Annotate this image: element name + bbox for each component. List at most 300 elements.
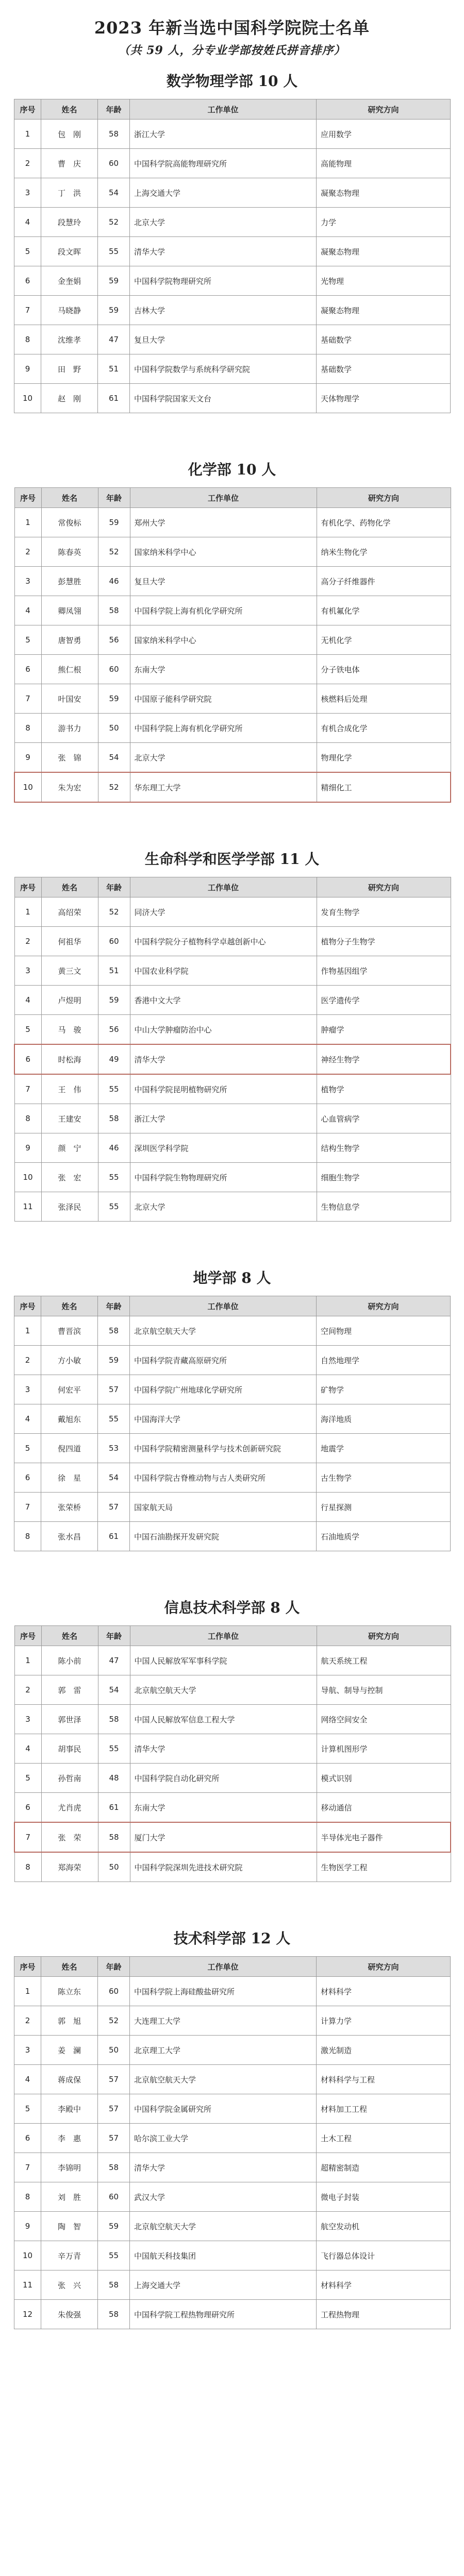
cell-unit: 深圳医学科学院 — [130, 1133, 317, 1163]
cell-unit: 中国科学院深圳先进技术研究院 — [130, 1852, 317, 1882]
column-header: 研究方向 — [317, 488, 451, 508]
cell-unit: 复旦大学 — [130, 567, 317, 596]
cell-age: 46 — [98, 1133, 130, 1163]
cell-age: 52 — [98, 208, 130, 237]
cell-name: 李锦明 — [41, 2153, 98, 2182]
column-header: 姓名 — [41, 1626, 98, 1646]
section — [0, 413, 464, 803]
section-title: 生命科学和医学学部 11 人 — [144, 851, 320, 868]
cell-idx: 5 — [14, 1764, 41, 1793]
cell-name: 张泽民 — [41, 1192, 98, 1222]
cell-name: 黄三文 — [41, 956, 98, 986]
cell-name: 朱俊强 — [41, 2300, 98, 2329]
cell-name: 张 兴 — [41, 2270, 98, 2300]
cell-age: 58 — [98, 1316, 130, 1346]
cell-idx: 6 — [14, 1793, 41, 1823]
table-row — [14, 2153, 451, 2182]
cell-unit: 郑州大学 — [130, 508, 317, 537]
cell-age: 54 — [98, 178, 130, 208]
table-row — [14, 1793, 451, 1823]
cell-name: 何宏平 — [41, 1375, 98, 1404]
cell-field: 超精密制造 — [317, 2153, 451, 2182]
cell-idx: 9 — [14, 1133, 41, 1163]
cell-idx: 6 — [14, 1044, 41, 1074]
cell-field: 材料科学 — [317, 2270, 451, 2300]
cell-unit: 中国科学院广州地球化学研究所 — [130, 1375, 317, 1404]
column-header: 研究方向 — [317, 1957, 451, 1977]
cell-field: 应用数学 — [317, 120, 451, 149]
column-header: 序号 — [14, 488, 41, 508]
cell-name: 陈春英 — [41, 537, 98, 567]
cell-idx: 7 — [14, 1493, 41, 1522]
cell-unit: 国家纳米科学中心 — [130, 537, 317, 567]
cell-field: 导航、制导与控制 — [317, 1675, 451, 1705]
cell-name: 赵 刚 — [41, 384, 98, 413]
cell-age: 60 — [98, 655, 130, 684]
cell-name: 卢煜明 — [41, 986, 98, 1015]
roster-table — [14, 877, 451, 1222]
cell-idx: 11 — [14, 1192, 41, 1222]
cell-unit: 武汉大学 — [130, 2182, 317, 2212]
table-row — [14, 296, 451, 325]
cell-age: 51 — [98, 354, 130, 384]
cell-field: 微电子封装 — [317, 2182, 451, 2212]
cell-age: 51 — [98, 956, 130, 986]
table-header-row — [14, 1296, 451, 1316]
cell-age: 59 — [98, 296, 130, 325]
cell-name: 时松海 — [41, 1044, 98, 1074]
table-row — [14, 1977, 451, 2006]
cell-name: 马 骏 — [41, 1015, 98, 1045]
cell-field: 航天系统工程 — [317, 1646, 451, 1675]
cell-unit: 北京大学 — [130, 1192, 317, 1222]
cell-field: 计算机图形学 — [317, 1734, 451, 1764]
table-row — [14, 266, 451, 296]
table-row — [14, 986, 451, 1015]
table-row — [14, 1163, 451, 1192]
section-gap — [0, 1222, 464, 1258]
cell-name: 彭慧胜 — [41, 567, 98, 596]
cell-unit: 大连理工大学 — [130, 2006, 317, 2036]
cell-age: 60 — [98, 149, 130, 178]
table-row — [14, 354, 451, 384]
table-row — [14, 1074, 451, 1104]
cell-field: 凝聚态物理 — [317, 296, 451, 325]
cell-unit: 浙江大学 — [130, 120, 317, 149]
cell-idx: 1 — [14, 120, 41, 149]
cell-idx: 7 — [14, 1822, 41, 1852]
column-header: 年龄 — [98, 1626, 130, 1646]
cell-unit: 中国科学院物理研究所 — [130, 266, 317, 296]
cell-name: 李殿中 — [41, 2094, 98, 2124]
cell-field: 高能物理 — [317, 149, 451, 178]
cell-idx: 7 — [14, 684, 41, 714]
cell-unit: 中国科学院精密测量科学与技术创新研究院 — [130, 1434, 317, 1463]
cell-idx: 8 — [14, 325, 41, 354]
column-header: 序号 — [14, 99, 41, 120]
cell-name: 郭 雷 — [41, 1675, 98, 1705]
table-row — [14, 1493, 451, 1522]
cell-idx: 1 — [14, 1977, 41, 2006]
table-row — [14, 897, 451, 927]
cell-name: 张 宏 — [41, 1163, 98, 1192]
cell-name: 蒋成保 — [41, 2065, 98, 2094]
cell-unit: 中国科学院数学与系统科学研究院 — [130, 354, 317, 384]
roster-table — [14, 487, 451, 803]
section-title: 技术科学部 12 人 — [173, 1930, 291, 1947]
cell-idx: 4 — [14, 986, 41, 1015]
cell-name: 胡事民 — [41, 1734, 98, 1764]
cell-name: 戴旭东 — [41, 1404, 98, 1434]
cell-unit: 国家纳米科学中心 — [130, 625, 317, 655]
cell-unit: 中国科学院上海有机化学研究所 — [130, 596, 317, 625]
cell-name: 张荣桥 — [41, 1493, 98, 1522]
column-header: 年龄 — [98, 877, 130, 897]
table-row — [14, 956, 451, 986]
cell-unit: 中国科学院青藏高原研究所 — [130, 1346, 317, 1375]
table-row — [14, 508, 451, 537]
page-subtitle: （共 59 人，分专业学部按姓氏拼音排序） — [118, 44, 346, 57]
cell-idx: 5 — [14, 1015, 41, 1045]
table-row — [14, 1822, 451, 1852]
table-row — [14, 1675, 451, 1705]
table-row — [14, 1015, 451, 1045]
cell-age: 58 — [98, 120, 130, 149]
cell-idx: 11 — [14, 2270, 41, 2300]
cell-age: 58 — [98, 2153, 130, 2182]
cell-field: 有机氟化学 — [317, 596, 451, 625]
cell-field: 飞行器总体设计 — [317, 2241, 451, 2270]
cell-age: 55 — [98, 1192, 130, 1222]
cell-age: 58 — [98, 1104, 130, 1133]
column-header: 年龄 — [98, 99, 130, 120]
cell-age: 60 — [98, 2182, 130, 2212]
cell-age: 58 — [98, 596, 130, 625]
cell-field: 模式识别 — [317, 1764, 451, 1793]
cell-idx: 5 — [14, 625, 41, 655]
cell-unit: 中国科学院分子植物科学卓越创新中心 — [130, 927, 317, 956]
cell-age: 55 — [98, 1074, 130, 1104]
cell-age: 57 — [98, 2065, 130, 2094]
cell-name: 倪四道 — [41, 1434, 98, 1463]
cell-name: 包 刚 — [41, 120, 98, 149]
cell-unit: 吉林大学 — [130, 296, 317, 325]
cell-idx: 10 — [14, 384, 41, 413]
cell-unit: 中国科学院古脊椎动物与古人类研究所 — [130, 1463, 317, 1493]
cell-idx: 2 — [14, 149, 41, 178]
cell-idx: 9 — [14, 2212, 41, 2241]
cell-idx: 3 — [14, 178, 41, 208]
cell-field: 网络空间安全 — [317, 1705, 451, 1734]
cell-field: 计算力学 — [317, 2006, 451, 2036]
column-header: 年龄 — [98, 1296, 130, 1316]
cell-unit: 清华大学 — [130, 1044, 317, 1074]
table-row — [14, 1346, 451, 1375]
cell-age: 54 — [98, 1463, 130, 1493]
cell-field: 有机化学、药物化学 — [317, 508, 451, 537]
table-header-row — [14, 1626, 451, 1646]
cell-age: 55 — [98, 2241, 130, 2270]
roster-table — [14, 1625, 451, 1882]
column-header: 研究方向 — [317, 1296, 451, 1316]
cell-idx: 8 — [14, 1852, 41, 1882]
cell-age: 59 — [98, 684, 130, 714]
cell-field: 矿物学 — [317, 1375, 451, 1404]
section-title: 化学部 10 人 — [188, 461, 276, 478]
cell-field: 医学遗传学 — [317, 986, 451, 1015]
table-row — [14, 2212, 451, 2241]
cell-unit: 北京航空航天大学 — [130, 2212, 317, 2241]
cell-field: 基础数学 — [317, 325, 451, 354]
column-header: 工作单位 — [130, 1957, 317, 1977]
cell-name: 常俊标 — [41, 508, 98, 537]
cell-age: 52 — [98, 772, 130, 802]
cell-field: 半导体光电子器件 — [317, 1822, 451, 1852]
cell-field: 土木工程 — [317, 2124, 451, 2153]
cell-idx: 4 — [14, 2065, 41, 2094]
cell-unit: 中国农业科学院 — [130, 956, 317, 986]
table-row — [14, 120, 451, 149]
cell-name: 熊仁根 — [41, 655, 98, 684]
column-header: 工作单位 — [130, 99, 317, 120]
section — [0, 803, 464, 1222]
table-row — [14, 237, 451, 266]
cell-name: 曹 庆 — [41, 149, 98, 178]
cell-unit: 中国科学院昆明植物研究所 — [130, 1074, 317, 1104]
cell-field: 作物基因组学 — [317, 956, 451, 986]
cell-age: 54 — [98, 1675, 130, 1705]
cell-age: 59 — [98, 266, 130, 296]
cell-field: 行星探测 — [317, 1493, 451, 1522]
cell-age: 59 — [98, 1346, 130, 1375]
table-header-row — [14, 488, 451, 508]
cell-name: 段文晖 — [41, 237, 98, 266]
cell-idx: 3 — [14, 956, 41, 986]
column-header: 研究方向 — [317, 99, 451, 120]
cell-field: 心血管病学 — [317, 1104, 451, 1133]
sections-container — [0, 61, 464, 2329]
cell-name: 张水昌 — [41, 1522, 98, 1551]
cell-name: 尤肖虎 — [41, 1793, 98, 1823]
cell-idx: 10 — [14, 2241, 41, 2270]
cell-unit: 北京航空航天大学 — [130, 1675, 317, 1705]
cell-idx: 4 — [14, 1404, 41, 1434]
cell-age: 57 — [98, 1493, 130, 1522]
cell-field: 纳米生物化学 — [317, 537, 451, 567]
cell-field: 基础数学 — [317, 354, 451, 384]
roster-table — [14, 1296, 451, 1551]
cell-name: 马晓静 — [41, 296, 98, 325]
cell-name: 沈维孝 — [41, 325, 98, 354]
cell-idx: 8 — [14, 714, 41, 743]
cell-age: 61 — [98, 384, 130, 413]
column-header: 姓名 — [41, 99, 98, 120]
cell-age: 52 — [98, 2006, 130, 2036]
cell-idx: 4 — [14, 1734, 41, 1764]
cell-idx: 3 — [14, 1375, 41, 1404]
cell-name: 朱为宏 — [41, 772, 98, 802]
cell-age: 55 — [98, 1404, 130, 1434]
cell-name: 张 荣 — [41, 1822, 98, 1852]
cell-idx: 2 — [14, 1346, 41, 1375]
cell-field: 物理化学 — [317, 743, 451, 773]
cell-age: 61 — [98, 1793, 130, 1823]
cell-unit: 中国人民解放军信息工程大学 — [130, 1705, 317, 1734]
cell-age: 56 — [98, 1015, 130, 1045]
cell-field: 核燃料后处理 — [317, 684, 451, 714]
cell-name: 陈小前 — [41, 1646, 98, 1675]
cell-name: 唐智勇 — [41, 625, 98, 655]
cell-unit: 北京航空航天大学 — [130, 2065, 317, 2094]
cell-name: 辛万青 — [41, 2241, 98, 2270]
cell-age: 58 — [98, 1822, 130, 1852]
cell-field: 材料科学 — [317, 1977, 451, 2006]
cell-age: 61 — [98, 1522, 130, 1551]
cell-age: 53 — [98, 1434, 130, 1463]
column-header: 工作单位 — [130, 1626, 317, 1646]
cell-age: 49 — [98, 1044, 130, 1074]
cell-age: 59 — [98, 508, 130, 537]
cell-idx: 2 — [14, 927, 41, 956]
cell-field: 光物理 — [317, 266, 451, 296]
table-row — [14, 208, 451, 237]
table-row — [14, 927, 451, 956]
cell-field: 移动通信 — [317, 1793, 451, 1823]
cell-idx: 3 — [14, 1705, 41, 1734]
cell-field: 有机合成化学 — [317, 714, 451, 743]
cell-idx: 2 — [14, 2006, 41, 2036]
cell-unit: 厦门大学 — [130, 1822, 317, 1852]
table-row — [14, 1463, 451, 1493]
cell-unit: 中国科学院上海硅酸盐研究所 — [130, 1977, 317, 2006]
cell-field: 石油地质学 — [317, 1522, 451, 1551]
cell-name: 姜 澜 — [41, 2036, 98, 2065]
table-row — [14, 2241, 451, 2270]
cell-unit: 东南大学 — [130, 1793, 317, 1823]
section-title: 地学部 8 人 — [193, 1269, 271, 1286]
table-row — [14, 178, 451, 208]
table-row — [14, 2006, 451, 2036]
column-header: 序号 — [14, 1626, 41, 1646]
section-gap — [0, 803, 464, 839]
cell-age: 60 — [98, 927, 130, 956]
table-row — [14, 1646, 451, 1675]
cell-idx: 1 — [14, 1646, 41, 1675]
section — [0, 61, 464, 413]
cell-age: 47 — [98, 325, 130, 354]
cell-unit: 中国石油勘探开发研究院 — [130, 1522, 317, 1551]
cell-field: 生物医学工程 — [317, 1852, 451, 1882]
table-row — [14, 1404, 451, 1434]
cell-unit: 中国原子能科学研究院 — [130, 684, 317, 714]
column-header: 研究方向 — [317, 1626, 451, 1646]
table-row — [14, 149, 451, 178]
table-row — [14, 655, 451, 684]
cell-unit: 清华大学 — [130, 2153, 317, 2182]
cell-unit: 中国海洋大学 — [130, 1404, 317, 1434]
table-row — [14, 1734, 451, 1764]
table-row — [14, 384, 451, 413]
cell-name: 徐 星 — [41, 1463, 98, 1493]
section — [0, 1882, 464, 2329]
cell-age: 54 — [98, 743, 130, 773]
cell-unit: 哈尔滨工业大学 — [130, 2124, 317, 2153]
cell-field: 材料加工工程 — [317, 2094, 451, 2124]
cell-idx: 12 — [14, 2300, 41, 2329]
cell-unit: 清华大学 — [130, 1734, 317, 1764]
cell-idx: 3 — [14, 2036, 41, 2065]
cell-idx: 10 — [14, 772, 41, 802]
cell-unit: 上海交通大学 — [130, 178, 317, 208]
cell-unit: 中国科学院国家天文台 — [130, 384, 317, 413]
section-title: 信息技术科学部 8 人 — [164, 1599, 300, 1616]
cell-idx: 9 — [14, 354, 41, 384]
table-row — [14, 1705, 451, 1734]
table-row — [14, 1522, 451, 1551]
table-row — [14, 1434, 451, 1463]
cell-unit: 北京航空航天大学 — [130, 1316, 317, 1346]
cell-idx: 6 — [14, 655, 41, 684]
cell-name: 段慧玲 — [41, 208, 98, 237]
cell-name: 郑海荣 — [41, 1852, 98, 1882]
cell-field: 神经生物学 — [317, 1044, 451, 1074]
cell-field: 工程热物理 — [317, 2300, 451, 2329]
cell-idx: 7 — [14, 1074, 41, 1104]
cell-field: 古生物学 — [317, 1463, 451, 1493]
cell-age: 47 — [98, 1646, 130, 1675]
table-row — [14, 2270, 451, 2300]
cell-name: 丁 洪 — [41, 178, 98, 208]
cell-field: 精细化工 — [317, 772, 451, 802]
table-row — [14, 684, 451, 714]
roster-table — [14, 99, 451, 413]
cell-unit: 中国科学院工程热物理研究所 — [130, 2300, 317, 2329]
cell-name: 叶国安 — [41, 684, 98, 714]
section — [0, 1222, 464, 1551]
cell-name: 孙哲南 — [41, 1764, 98, 1793]
cell-field: 地震学 — [317, 1434, 451, 1463]
table-row — [14, 596, 451, 625]
cell-unit: 国家航天局 — [130, 1493, 317, 1522]
table-header-row — [14, 1957, 451, 1977]
section-gap — [0, 1882, 464, 1918]
table-row — [14, 772, 451, 802]
cell-field: 发育生物学 — [317, 897, 451, 927]
cell-name: 刘 胜 — [41, 2182, 98, 2212]
cell-age: 59 — [98, 986, 130, 1015]
table-row — [14, 1044, 451, 1074]
cell-name: 郭 旭 — [41, 2006, 98, 2036]
cell-idx: 1 — [14, 1316, 41, 1346]
cell-field: 凝聚态物理 — [317, 178, 451, 208]
cell-age: 55 — [98, 1163, 130, 1192]
cell-unit: 香港中文大学 — [130, 986, 317, 1015]
cell-idx: 8 — [14, 1104, 41, 1133]
column-header: 年龄 — [98, 488, 130, 508]
cell-name: 陈立东 — [41, 1977, 98, 2006]
column-header: 姓名 — [41, 1957, 98, 1977]
cell-idx: 10 — [14, 1163, 41, 1192]
cell-idx: 7 — [14, 296, 41, 325]
cell-name: 李 惠 — [41, 2124, 98, 2153]
column-header: 工作单位 — [130, 877, 317, 897]
column-header: 序号 — [14, 1957, 41, 1977]
cell-idx: 6 — [14, 266, 41, 296]
cell-field: 肿瘤学 — [317, 1015, 451, 1045]
cell-age: 57 — [98, 2124, 130, 2153]
roster-table — [14, 1956, 451, 2329]
cell-field: 天体物理学 — [317, 384, 451, 413]
